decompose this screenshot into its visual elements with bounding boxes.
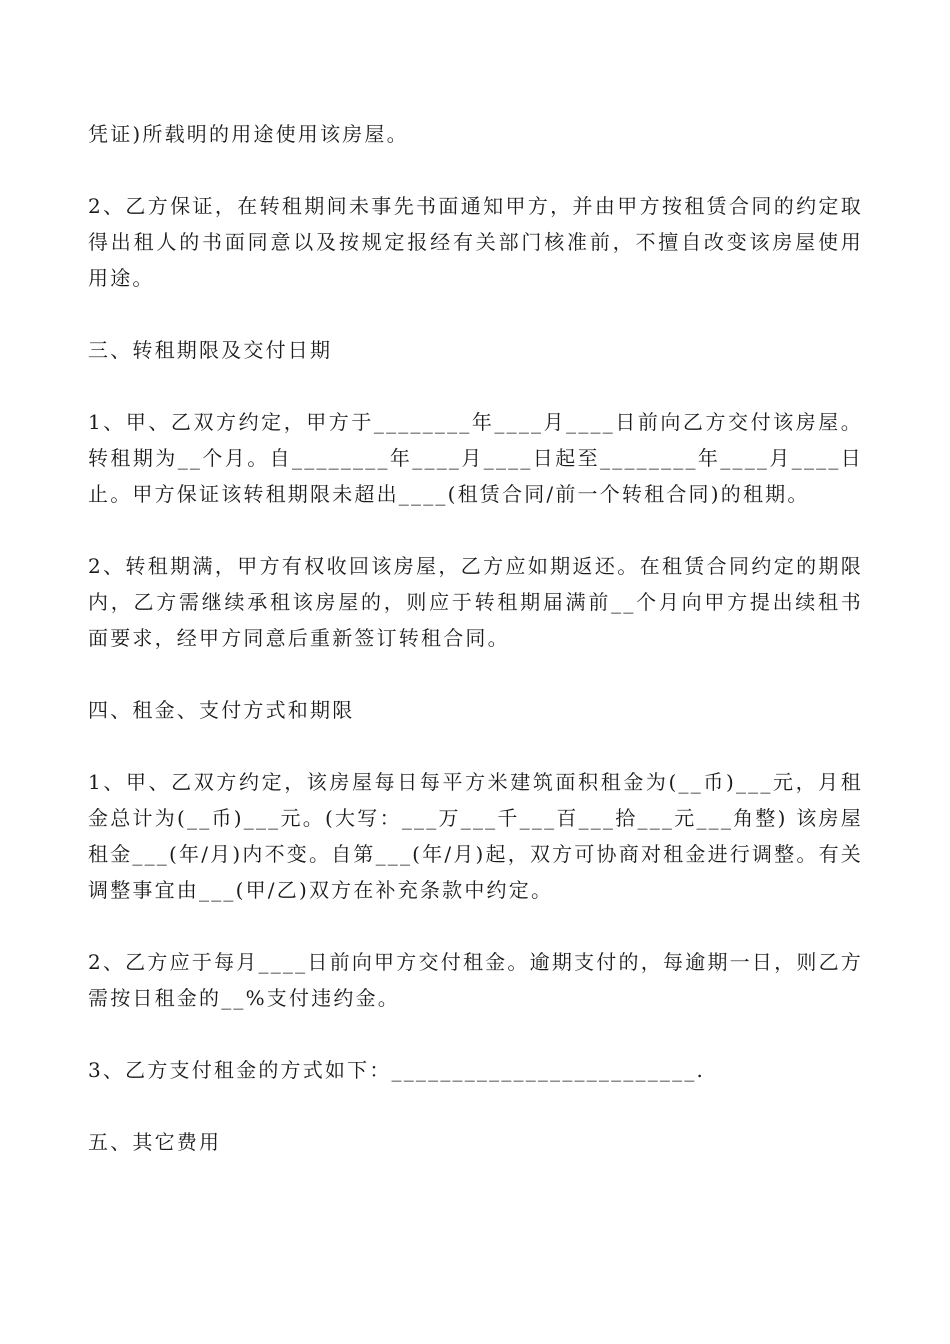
- section-heading-term: 三、转租期限及交付日期: [88, 338, 333, 362]
- paragraph-rent-method: 3、乙方支付租金的方式如下：_________________________.: [88, 1058, 706, 1082]
- paragraph-usage-guarantee: 2、乙方保证，在转租期间未事先书面通知甲方，并由甲方按租赁合同的约定取得出租人的书面同意以及按规定报经有关部门核准前，不擅自改变该房屋使用用途。: [88, 194, 863, 290]
- section-heading-rent: 四、租金、支付方式和期限: [88, 698, 355, 722]
- section-heading-other-fees: 五、其它费用: [88, 1130, 222, 1154]
- paragraph-usage-clause-end: 凭证)所载明的用途使用该房屋。: [88, 122, 409, 146]
- document-body: [88, 116, 863, 1196]
- paragraph-term-dates: 1、甲、乙双方约定，甲方于________年____月____日前向乙方交付该房屋。转租期为__个月。自________年____月____日起至________年____月____日止。甲方保证该转租期限未超出____(租赁合同/前一个转租合同)的租期。: [88, 410, 863, 506]
- paragraph-rent-due: 2、乙方应于每月____日前向甲方交付租金。逾期支付的，每逾期一日，则乙方需按日租金的__%支付违约金。: [88, 950, 863, 1010]
- paragraph-rent-amount: 1、甲、乙双方约定，该房屋每日每平方米建筑面积租金为(__币)___元，月租金总计为(__币)___元。(大写：___万___千___百___拾___元___角整) 该房屋租金___(年/月)内不变。自第___(年/月)起，双方可协商对租金进行调整。有关调整事宜由___(甲/乙)双方在补充条款中约定。: [88, 770, 863, 902]
- paragraph-term-renewal: 2、转租期满，甲方有权收回该房屋，乙方应如期返还。在租赁合同约定的期限内，乙方需继续承租该房屋的，则应于转租期届满前__个月向甲方提出续租书面要求，经甲方同意后重新签订转租合同。: [88, 554, 863, 650]
